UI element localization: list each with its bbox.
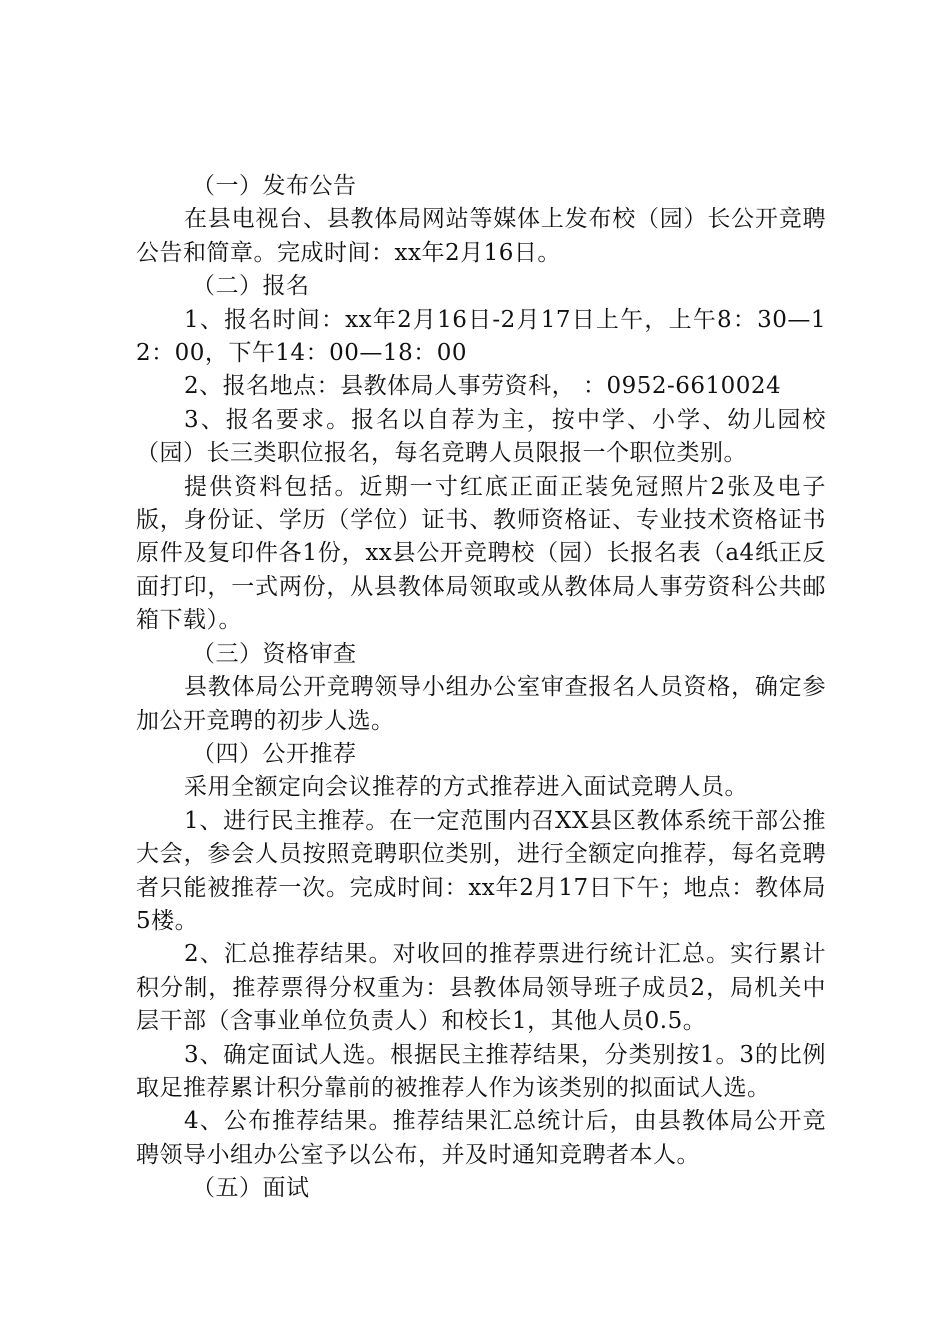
paragraph-publish-results: 4、公布推荐结果。推荐结果汇总统计后，由县教体局公开竞聘领导小组办公室予以公布，并及时通知竞聘者本人。 — [136, 1108, 826, 1168]
section-heading-1: （一）发布公告 — [192, 173, 357, 199]
paragraph-publish-notice: 在县电视台、县教体局网站等媒体上发布校（园）长公开竞聘公告和简章。完成时间：xx年2月16日。 — [136, 206, 826, 266]
paragraph-registration-location: 2、报名地点：县教体局人事劳资科， ：0952-6610024 — [184, 373, 782, 400]
section-heading-2: （二）报名 — [192, 273, 310, 300]
paragraph-materials: 提供资料包括。近期一寸红底正面正装免冠照片2张及电子版，身份证、学历（学位）证书、教师资格证、专业技术资格证书原件及复印件各1份，xx县公开竞聘校（园）长报名表（a4纸正反面打印，一式两份，从县教体局领取或从教体局人事劳资科公共邮箱下载）。 — [136, 473, 826, 634]
document-body — [136, 170, 826, 1206]
section-heading-3: （三）资格审查 — [192, 640, 357, 667]
paragraph-interview-candidates: 3、确定面试人选。根据民主推荐结果，分类别按1。3的比例取足推荐累计积分靠前的被推荐人作为该类别的拟面试人选。 — [136, 1041, 826, 1101]
paragraph-recommend-method: 采用全额定向会议推荐的方式推荐进入面试竞聘人员。 — [184, 774, 748, 801]
section-heading-4: （四）公开推荐 — [192, 740, 357, 767]
paragraph-registration-time: 1、报名时间：xx年2月16日-2月17日上午，上午8：30—12：00，下午14：00—18：00 — [136, 306, 826, 367]
paragraph-registration-requirements: 3、报名要求。报名以自荐为主，按中学、小学、幼儿园校（园）长三类职位报名，每名竞聘人员限报一个职位类别。 — [136, 406, 826, 467]
paragraph-democratic-recommendation: 1、进行民主推荐。在一定范围内召XX县区教体系统干部公推大会，参会人员按照竞聘职位类别，进行全额定向推荐，每名竞聘者只能被推荐一次。完成时间：xx年2月17日下午；地点：教体局5楼。 — [136, 807, 826, 934]
section-heading-5: （五）面试 — [192, 1175, 310, 1202]
paragraph-qualification-review: 县教体局公开竞聘领导小组办公室审查报名人员资格，确定参加公开竞聘的初步人选。 — [136, 674, 826, 734]
paragraph-summarize-results: 2、汇总推荐结果。对收回的推荐票进行统计汇总。实行累计积分制，推荐票得分权重为：县教体局领导班子成员2，局机关中层干部（含事业单位负责人）和校长1，其他人员0.5。 — [136, 941, 826, 1035]
